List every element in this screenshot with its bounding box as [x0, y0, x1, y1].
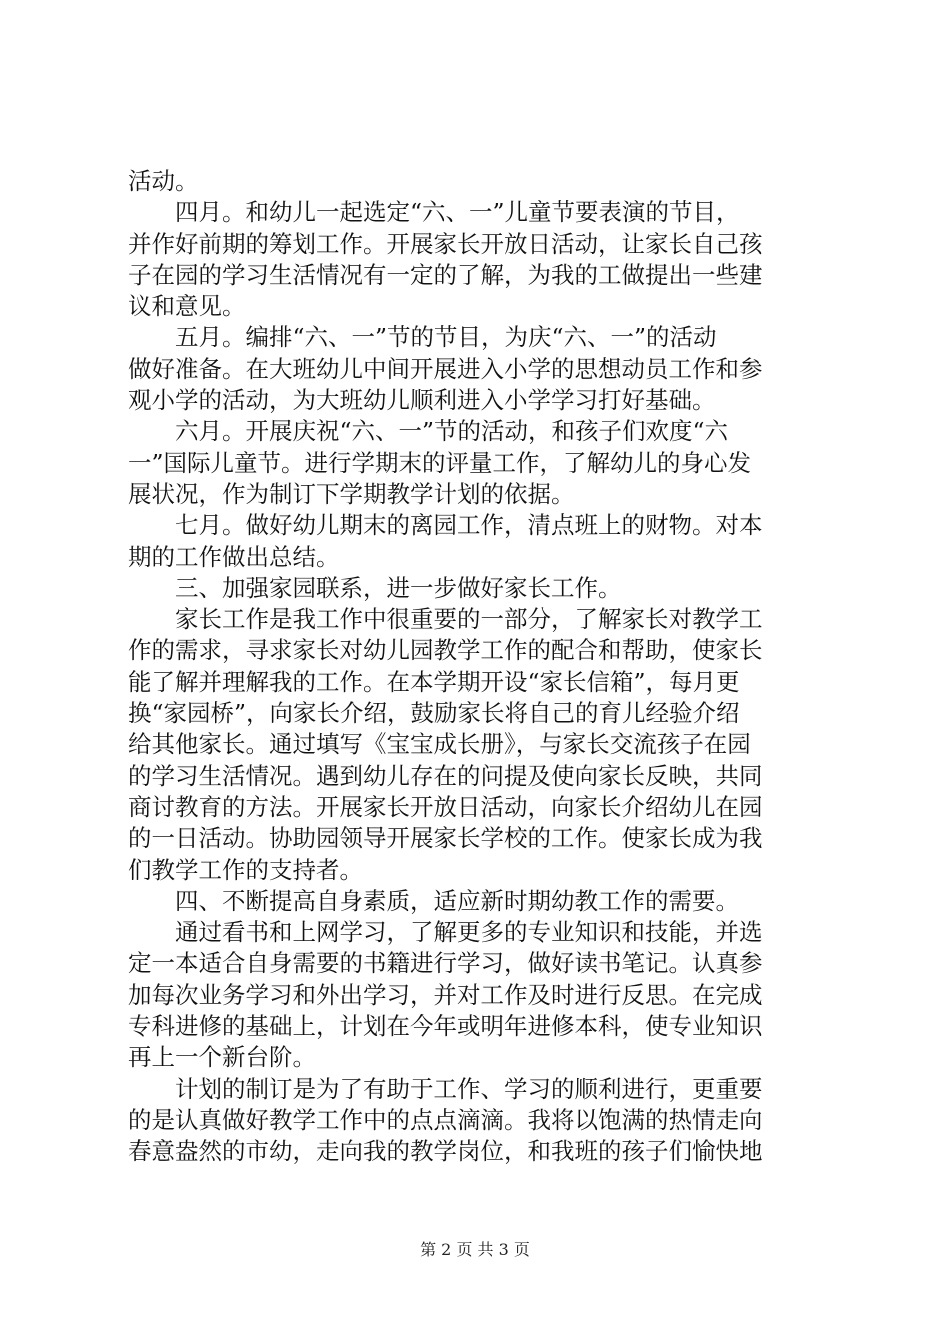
- text-line: 计划的制订是为了有助于工作、学习的顺利进行，更重要: [128, 1074, 763, 1103]
- text-line: 期的工作做出总结。: [128, 542, 340, 571]
- text-line: 能了解并理解我的工作。在本学期开设“家长信箱”，每月更: [128, 667, 740, 696]
- document-body: [128, 166, 828, 1168]
- text-line: 观小学的活动，为大班幼儿顺利进入小学学习打好基础。: [128, 386, 716, 415]
- text-line: 六月。开展庆祝“六、一”节的活动，和孩子们欢度“六: [128, 417, 729, 446]
- text-line: 春意盎然的市幼，走向我的教学岗位，和我班的孩子们愉快地: [128, 1137, 763, 1166]
- text-line: 的是认真做好教学工作中的点点滴滴。我将以饱满的热情走向: [128, 1105, 763, 1134]
- text-line: 作的需求，寻求家长对幼儿园教学工作的配合和帮助，使家长: [128, 636, 763, 665]
- text-line: 的学习生活情况。遇到幼儿存在的问提及使向家长反映，共同: [128, 761, 763, 790]
- text-line: 子在园的学习生活情况有一定的了解，为我的工做提出一些建: [128, 260, 763, 289]
- text-line: 专科进修的基础上，计划在今年或明年进修本科，使专业知识: [128, 1012, 763, 1041]
- text-line: 活动。: [128, 167, 199, 195]
- text-line: 家长工作是我工作中很重要的一部分，了解家长对教学工: [128, 605, 763, 634]
- text-line: 七月。做好幼儿期末的离园工作，清点班上的财物。对本: [128, 511, 763, 540]
- text-line: 的一日活动。协助园领导开展家长学校的工作。使家长成为我: [128, 824, 763, 853]
- text-line: 做好准备。在大班幼儿中间开展进入小学的思想动员工作和参: [128, 354, 763, 383]
- text-line: 定一本适合自身需要的书籍进行学习，做好读书笔记。认真参: [128, 949, 763, 978]
- text-line: 们教学工作的支持者。: [128, 855, 363, 884]
- text-line: 换“家园桥”，向家长介绍，鼓励家长将自己的育儿经验介绍: [128, 699, 740, 728]
- text-line: 并作好前期的筹划工作。开展家长开放日活动，让家长自己孩: [128, 229, 763, 258]
- page-footer: [0, 1240, 950, 1260]
- text-line: 展状况，作为制订下学期教学计划的依据。: [128, 479, 575, 508]
- text-line: 再上一个新台阶。: [128, 1043, 316, 1072]
- section-heading: 三、加强家园联系，进一步做好家长工作。: [128, 573, 622, 602]
- page-number: 第 2 页 共 3 页: [420, 1240, 530, 1259]
- text-line: 一”国际儿童节。进行学期末的评量工作，了解幼儿的身心发: [128, 448, 752, 477]
- text-line: 商讨教育的方法。开展家长开放日活动，向家长介绍幼儿在园: [128, 792, 763, 821]
- text-line: 五月。编排“六、一”节的节目，为庆“六、一”的活动: [128, 323, 717, 352]
- text-line: 四月。和幼儿一起选定“六、一”儿童节要表演的节目，: [128, 198, 740, 227]
- section-heading: 四、不断提高自身素质，适应新时期幼教工作的需要。: [128, 886, 739, 915]
- text-line: 加每次业务学习和外出学习，并对工作及时进行反思。在完成: [128, 980, 763, 1009]
- text-line: 通过看书和上网学习，了解更多的专业知识和技能，并选: [128, 918, 763, 947]
- text-line: 议和意见。: [128, 292, 246, 321]
- text-line: 给其他家长。通过填写《宝宝成长册》，与家长交流孩子在园: [128, 730, 751, 759]
